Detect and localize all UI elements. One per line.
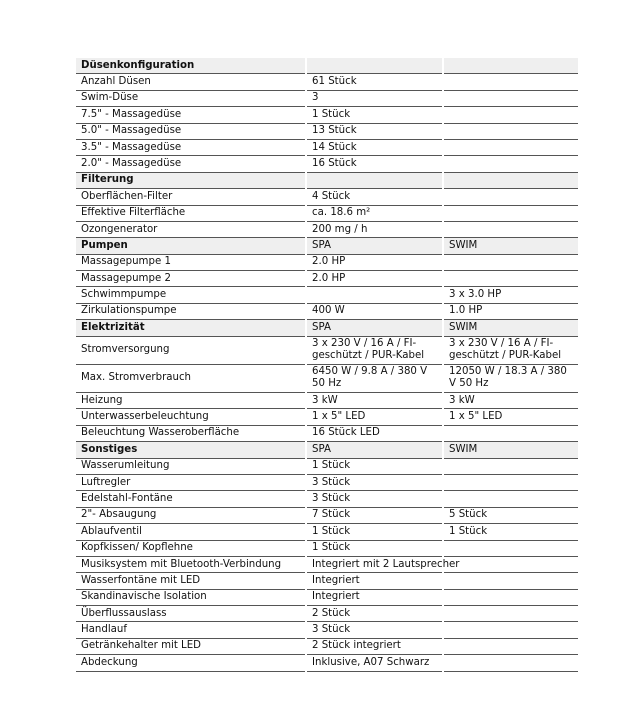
spa-value: 16 Stück [306,156,443,172]
swim-value [443,491,578,507]
swim-value [443,622,578,638]
row-label: Stromversorgung [76,336,306,364]
spa-value: 16 Stück LED [306,425,443,441]
swim-value: 1.0 HP [443,303,578,319]
spa-value: 2.0 HP [306,271,443,287]
table-row [76,474,578,490]
swim-value [443,589,578,605]
row-label: Ablaufventil [76,524,306,540]
swim-value [443,221,578,237]
table-row [76,254,578,270]
swim-value: 1 x 5" LED [443,409,578,425]
swim-value [443,172,578,188]
section-title: Düsenkonfiguration [76,58,306,74]
table-row [76,491,578,507]
spa-value: 2 Stück [306,606,443,622]
section-header-row [76,172,578,188]
spa-value: 6450 W / 9.8 A / 380 V 50 Hz [306,364,443,392]
row-label: Massagepumpe 2 [76,271,306,287]
spa-value: 14 Stück [306,139,443,155]
row-label: Unterwasserbeleuchtung [76,409,306,425]
spa-value [306,172,443,188]
spa-value: SPA [306,238,443,254]
spa-value: 3 kW [306,393,443,409]
row-label: 2.0" - Massagedüse [76,156,306,172]
table-row [76,287,578,303]
spa-value: 1 Stück [306,540,443,556]
table-row [76,156,578,172]
spa-value: 1 Stück [306,524,443,540]
spa-value: 400 W [306,303,443,319]
swim-value [443,90,578,106]
spa-value: 3 Stück [306,622,443,638]
swim-value [443,123,578,139]
row-label: Oberflächen-Filter [76,189,306,205]
swim-value [443,58,578,74]
section-title: Pumpen [76,238,306,254]
table-row [76,458,578,474]
section-header-row [76,442,578,458]
spa-value [306,58,443,74]
spa-value: 2.0 HP [306,254,443,270]
spa-value: 200 mg / h [306,221,443,237]
swim-value: 3 x 230 V / 16 A / FI-geschützt / PUR-Kabel [443,336,578,364]
row-label: Musiksystem mit Bluetooth-Verbindung [76,556,306,572]
table-row [76,573,578,589]
row-label: Wasserumleitung [76,458,306,474]
row-label: Getränkehalter mit LED [76,638,306,654]
spec-table-body [76,58,578,671]
section-title: Elektrizität [76,320,306,336]
row-label: Heizung [76,393,306,409]
row-label: Abdeckung [76,655,306,671]
spa-value: 1 Stück [306,458,443,474]
spa-value: 3 Stück [306,474,443,490]
row-label: Beleuchtung Wasseroberfläche [76,425,306,441]
table-row [76,507,578,523]
table-row [76,336,578,364]
spa-value: Integriert mit 2 Lautsprecher [306,556,443,572]
swim-value [443,556,578,572]
row-label: 2"- Absaugung [76,507,306,523]
spa-value: 1 x 5" LED [306,409,443,425]
table-row [76,221,578,237]
spec-table [76,58,578,672]
table-row [76,655,578,671]
section-title: Filterung [76,172,306,188]
swim-value [443,107,578,123]
table-row [76,271,578,287]
row-label: Effektive Filterfläche [76,205,306,221]
swim-value [443,474,578,490]
swim-value: SWIM [443,320,578,336]
swim-value: SWIM [443,238,578,254]
spa-value: ca. 18.6 m² [306,205,443,221]
swim-value [443,638,578,654]
table-row [76,303,578,319]
swim-value [443,74,578,90]
row-label: 7.5" - Massagedüse [76,107,306,123]
row-label: 3.5" - Massagedüse [76,139,306,155]
swim-value [443,254,578,270]
section-header-row [76,238,578,254]
row-label: Edelstahl-Fontäne [76,491,306,507]
row-label: Überflussauslass [76,606,306,622]
swim-value [443,606,578,622]
spa-value [306,287,443,303]
swim-value: 3 x 3.0 HP [443,287,578,303]
table-row [76,425,578,441]
row-label: Schwimmpumpe [76,287,306,303]
table-row [76,556,578,572]
spa-value: 61 Stück [306,74,443,90]
row-label: Skandinavische Isolation [76,589,306,605]
spa-value: Integriert [306,573,443,589]
row-label: Kopfkissen/ Kopflehne [76,540,306,556]
row-label: 5.0" - Massagedüse [76,123,306,139]
spa-value: Inklusive, A07 Schwarz [306,655,443,671]
row-label: Handlauf [76,622,306,638]
table-row [76,139,578,155]
row-label: Massagepumpe 1 [76,254,306,270]
table-row [76,364,578,392]
table-row [76,74,578,90]
swim-value: 5 Stück [443,507,578,523]
spa-value: SPA [306,442,443,458]
spa-value: 13 Stück [306,123,443,139]
table-row [76,589,578,605]
table-row [76,622,578,638]
spa-value: SPA [306,320,443,336]
spa-value: 1 Stück [306,107,443,123]
swim-value [443,139,578,155]
swim-value [443,655,578,671]
table-row [76,205,578,221]
swim-value [443,458,578,474]
row-label: Wasserfontäne mit LED [76,573,306,589]
table-row [76,638,578,654]
spa-value: 3 Stück [306,491,443,507]
table-row [76,606,578,622]
table-row [76,90,578,106]
spa-value: 4 Stück [306,189,443,205]
row-label: Max. Stromverbrauch [76,364,306,392]
table-row [76,107,578,123]
row-label: Luftregler [76,474,306,490]
swim-value: SWIM [443,442,578,458]
table-row [76,409,578,425]
table-row [76,123,578,139]
spa-value: 3 [306,90,443,106]
spa-value: Integriert [306,589,443,605]
spa-value: 2 Stück integriert [306,638,443,654]
swim-value: 1 Stück [443,524,578,540]
row-label: Swim-Düse [76,90,306,106]
section-header-row [76,320,578,336]
swim-value [443,156,578,172]
swim-value: 12050 W / 18.3 A / 380 V 50 Hz [443,364,578,392]
swim-value [443,189,578,205]
table-row [76,393,578,409]
table-row [76,540,578,556]
table-row [76,524,578,540]
swim-value [443,573,578,589]
swim-value [443,425,578,441]
spa-value: 7 Stück [306,507,443,523]
swim-value [443,205,578,221]
section-title: Sonstiges [76,442,306,458]
row-label: Anzahl Düsen [76,74,306,90]
swim-value: 3 kW [443,393,578,409]
spa-value: 3 x 230 V / 16 A / FI-geschützt / PUR-Kabel [306,336,443,364]
table-row [76,189,578,205]
swim-value [443,540,578,556]
section-header-row [76,58,578,74]
swim-value [443,271,578,287]
row-label: Zirkulationspumpe [76,303,306,319]
row-label: Ozongenerator [76,221,306,237]
